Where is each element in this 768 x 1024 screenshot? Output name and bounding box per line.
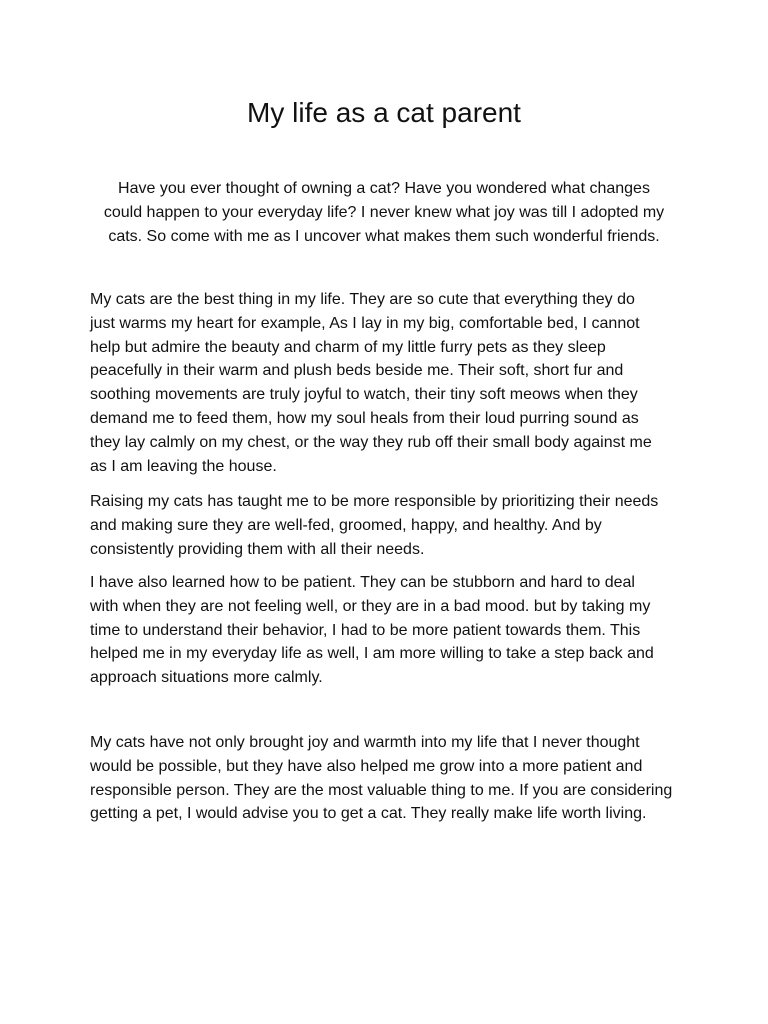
- body-paragraph-3: I have also learned how to be patient. They can be stubborn and hard to deal with when they are not feeling well, or they are in a bad mood. but by taking my time to understand their behavior, I had to be more patient towards them. This helped me in my everyday life as well, I am more willing to take a step back and approach situations more calmly.: [90, 574, 654, 687]
- body-paragraph-2: Raising my cats has taught me to be more responsible by prioritizing their needs and making sure they are well-fed, groomed, happy, and healthy. And by consistently providing them with all their needs.: [90, 493, 659, 558]
- body-paragraph-1: My cats are the best thing in my life. They are so cute that everything they do just warms my heart for example, As I lay in my big, comfortable bed, I cannot help but admire the beauty and charm of my little furry pets as they sleep peacefully in their warm and plush beds beside me. Their soft, short fur and soothing movements are truly joyful to watch, their tiny soft meows when they demand me to feed them, how my soul heals from their loud purring sound as they lay calmly on my chest, or the way they rub off their small body against me as I am leaving the house.: [90, 291, 652, 475]
- document-title: My life as a cat parent: [247, 97, 521, 128]
- intro-paragraph: Have you ever thought of owning a cat? Have you wondered what changes could happen to your everyday life? I never knew what joy was till I adopted my cats. So come with me as I uncover what makes them such wonderful friends.: [103, 180, 665, 245]
- conclusion-paragraph: My cats have not only brought joy and warmth into my life that I never thought would be possible, but they have also helped me grow into a more patient and responsible person. They are the most valuable thing to me. If you are considering getting a pet, I would advise you to get a cat. They really make life worth living.: [90, 734, 673, 823]
